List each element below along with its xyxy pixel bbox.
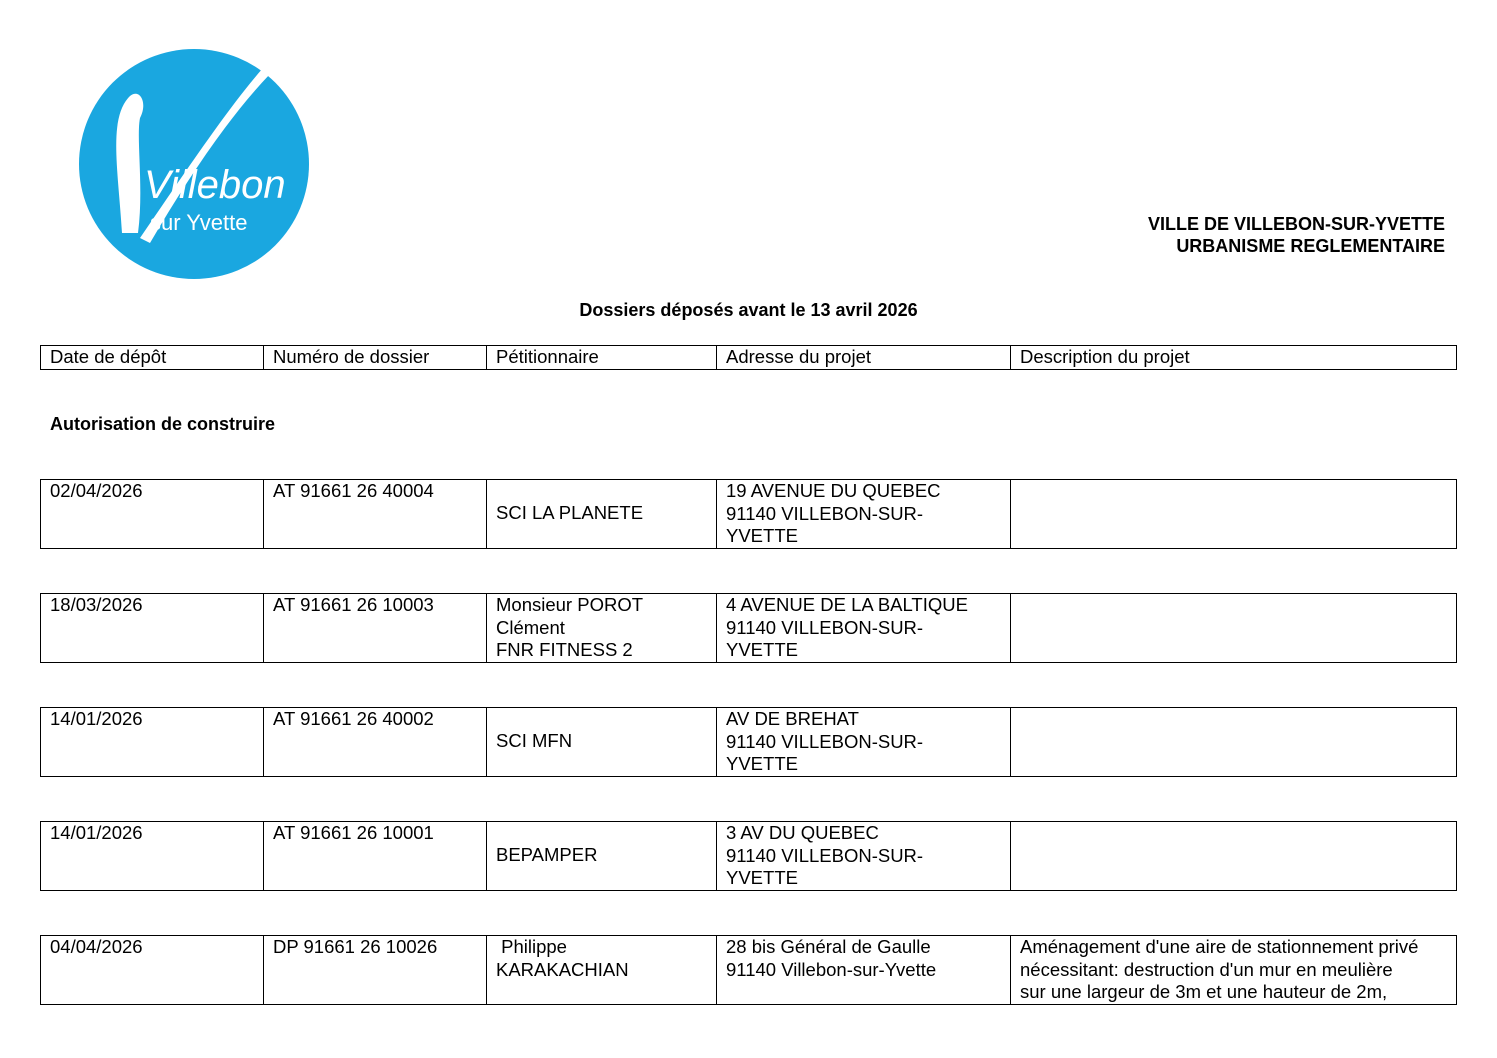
record-table — [40, 821, 1457, 891]
adresse-line: 28 bis Général de Gaulle — [726, 936, 931, 957]
description-line: nécessitant: destruction d'un mur en meulière — [1020, 958, 1393, 980]
header-row — [41, 346, 1457, 370]
table-row — [41, 936, 1457, 1005]
cell-adresse — [717, 594, 1011, 663]
petitionnaire-line: Monsieur POROT — [496, 594, 644, 615]
table-row — [41, 822, 1457, 891]
cell-adresse — [717, 480, 1011, 549]
organization-name: VILLE DE VILLEBON-SUR-YVETTE — [1147, 214, 1445, 234]
petitionnaire-line: SCI LA PLANETE — [496, 502, 644, 523]
cell-petitionnaire — [487, 822, 717, 891]
adresse-line: 91140 Villebon-sur-Yvette — [726, 958, 937, 980]
cell-description — [1011, 594, 1457, 663]
adresse-line: 4 AVENUE DE LA BALTIQUE — [726, 594, 968, 615]
record-table — [40, 593, 1457, 663]
petitionnaire-line: FNR FITNESS 2 — [496, 639, 633, 660]
cell-numero: AT 91661 26 10003 — [264, 594, 487, 663]
organization-header — [1148, 213, 1445, 257]
cell-adresse — [717, 936, 1011, 1005]
petitionnaire-line: SCI MFN — [496, 730, 573, 751]
cell-description — [1011, 480, 1457, 549]
cell-date: 02/04/2026 — [41, 480, 264, 549]
petitionnaire-line: Philippe — [496, 936, 567, 957]
logo-text-main: Villebon — [144, 163, 286, 207]
column-header-table — [40, 345, 1457, 370]
petitionnaire-line: KARAKACHIAN — [496, 958, 629, 980]
cell-numero: AT 91661 26 10001 — [264, 822, 487, 891]
adresse-line: 91140 VILLEBON-SUR- — [726, 730, 924, 752]
cell-petitionnaire — [487, 708, 717, 777]
cell-adresse — [717, 822, 1011, 891]
petitionnaire-line: Clément — [496, 616, 565, 638]
cell-numero: AT 91661 26 40002 — [264, 708, 487, 777]
adresse-line: 91140 VILLEBON-SUR- — [726, 616, 924, 638]
adresse-line: YVETTE — [726, 753, 798, 774]
table-row — [41, 480, 1457, 549]
cell-date: 18/03/2026 — [41, 594, 264, 663]
header-petitionnaire: Pétitionnaire — [487, 346, 717, 370]
table-row — [41, 594, 1457, 663]
adresse-line: 91140 VILLEBON-SUR- — [726, 502, 924, 524]
organization-department: URBANISME REGLEMENTAIRE — [1176, 236, 1445, 256]
villebon-logo — [78, 48, 310, 280]
header-description: Description du projet — [1011, 346, 1457, 370]
adresse-line: AV DE BREHAT — [726, 708, 859, 729]
record-table — [40, 707, 1457, 777]
cell-description — [1011, 708, 1457, 777]
adresse-line: 19 AVENUE DU QUEBEC — [726, 480, 941, 501]
cell-date: 14/01/2026 — [41, 708, 264, 777]
header-adresse: Adresse du projet — [717, 346, 1011, 370]
cell-adresse — [717, 708, 1011, 777]
description-line: sur une largeur de 3m et une hauteur de 2m, — [1020, 981, 1388, 1002]
section-title: Autorisation de construire — [50, 414, 276, 434]
header-numero: Numéro de dossier — [264, 346, 487, 370]
cell-description — [1011, 822, 1457, 891]
cell-numero: AT 91661 26 40004 — [264, 480, 487, 549]
record-table — [40, 479, 1457, 549]
table-row — [41, 708, 1457, 777]
adresse-line: YVETTE — [726, 639, 798, 660]
cell-date: 04/04/2026 — [41, 936, 264, 1005]
petitionnaire-line: BEPAMPER — [496, 844, 598, 865]
logo-text-sub: sur Yvette — [150, 210, 248, 235]
description-line: Aménagement d'une aire de stationnement privé — [1020, 936, 1419, 957]
cell-numero: DP 91661 26 10026 — [264, 936, 487, 1005]
cell-petitionnaire — [487, 594, 717, 663]
adresse-line: YVETTE — [726, 525, 798, 546]
adresse-line: 91140 VILLEBON-SUR- — [726, 844, 924, 866]
cell-petitionnaire — [487, 480, 717, 549]
cell-petitionnaire — [487, 936, 717, 1005]
header-date: Date de dépôt — [41, 346, 264, 370]
adresse-line: YVETTE — [726, 867, 798, 888]
cell-date: 14/01/2026 — [41, 822, 264, 891]
record-table — [40, 935, 1457, 1005]
page-title: Dossiers déposés avant le 13 avril 2026 — [579, 300, 918, 320]
adresse-line: 3 AV DU QUEBEC — [726, 822, 879, 843]
cell-description — [1011, 936, 1457, 1005]
